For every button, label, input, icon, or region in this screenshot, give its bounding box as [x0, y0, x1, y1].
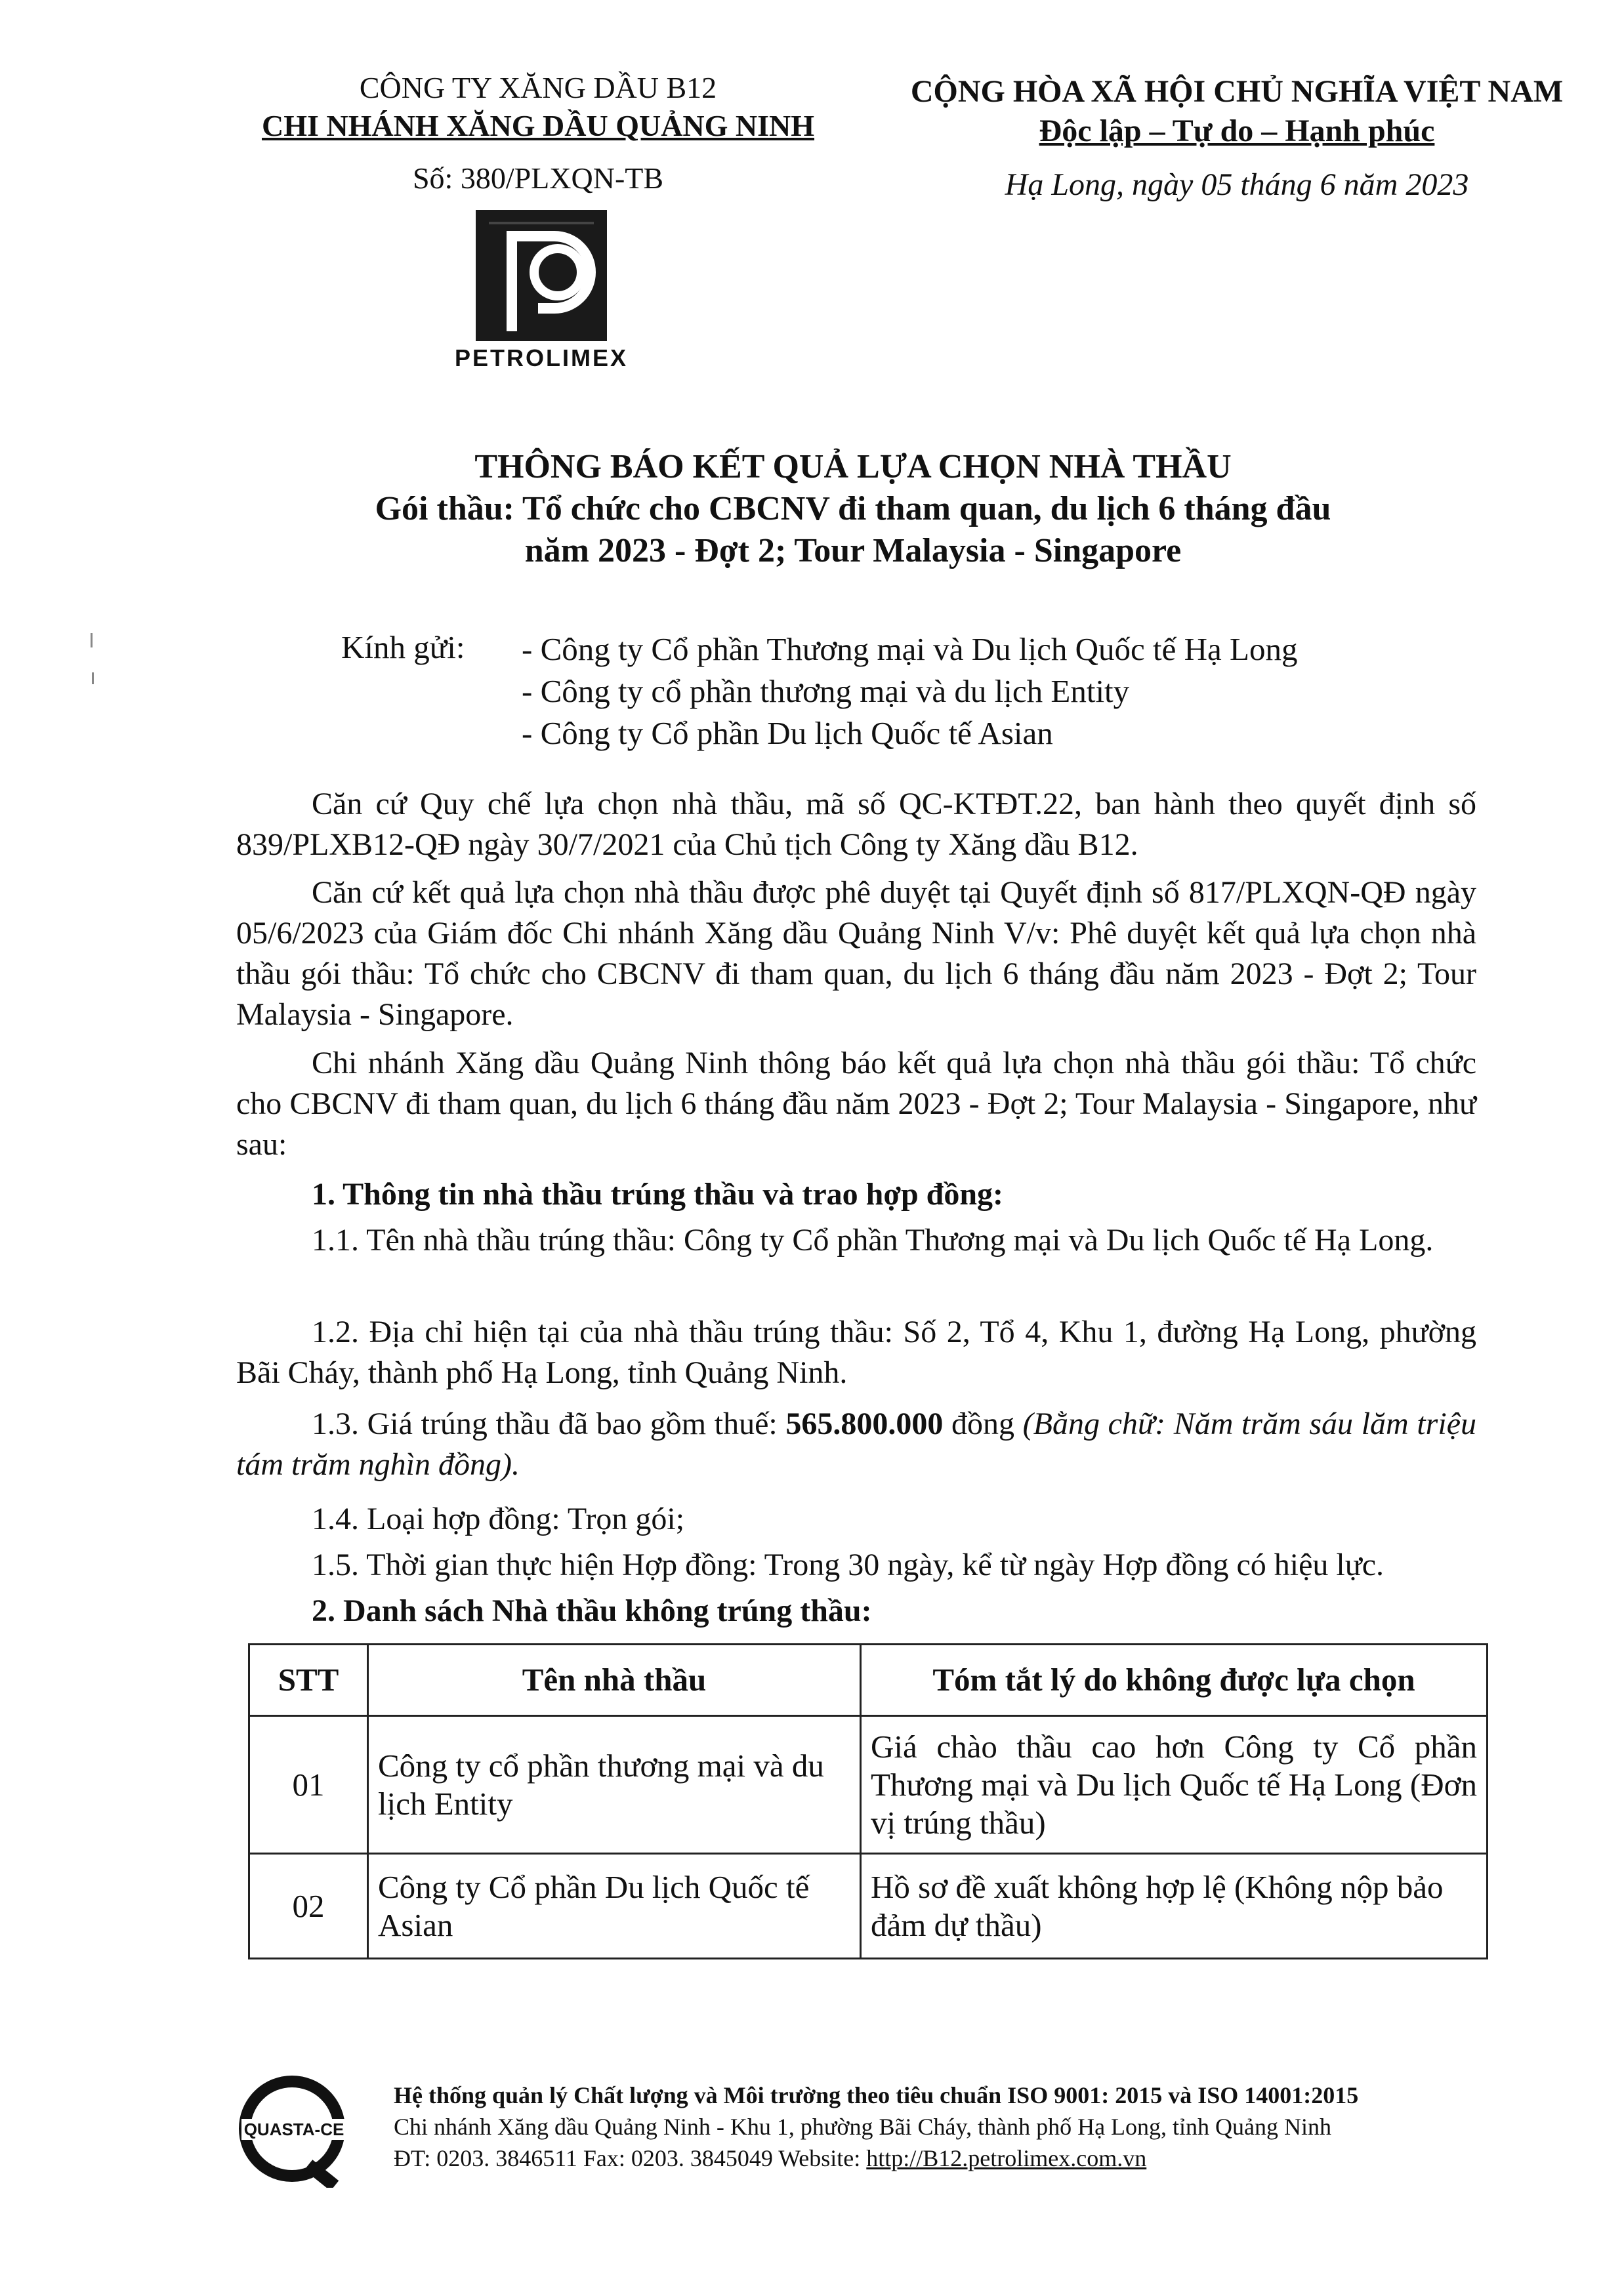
recipient-item: - Công ty Cổ phần Thương mại và Du lịch Quốc tế Hạ Long: [522, 631, 1298, 667]
scan-mark: [92, 672, 94, 684]
footer-address: Chi nhánh Xăng dầu Quảng Ninh - Khu 1, phường Bãi Cháy, thành phố Hạ Long, tỉnh Quảng Ninh: [394, 2114, 1332, 2140]
nation-name: CỘNG HÒA XÃ HỘI CHỦ NGHĨA VIỆT NAM: [910, 74, 1564, 109]
unsuccessful-bidders-table: [248, 1643, 1488, 1959]
price-in-words: (Bằng chữ: Năm trăm sáu lăm triệu tám trăm nghìn đồng).: [236, 1406, 1477, 1482]
title-line-2: Gói thầu: Tổ chức cho CBCNV đi tham quan, du lịch 6 tháng đầu: [375, 490, 1331, 527]
col-header-name: Tên nhà thầu: [368, 1645, 861, 1716]
col-header-reason: Tóm tắt lý do không được lựa chọn: [861, 1645, 1488, 1716]
recipient-item: - Công ty cổ phần thương mại và du lịch Entity: [522, 673, 1130, 709]
winning-price: 565.800.000: [785, 1406, 944, 1441]
item-1-3: 1.3. Giá trúng thầu đã bao gồm thuế: 565.800.000 đồng (Bằng chữ: Năm trăm sáu lăm triệu tám trăm nghìn đồng).: [236, 1406, 1477, 1482]
item-1-4: 1.4. Loại hợp đồng: Trọn gói;: [312, 1502, 685, 1536]
paragraph-announcement: Chi nhánh Xăng dầu Quảng Ninh thông báo kết quả lựa chọn nhà thầu gói thầu: Tổ chức cho CBCNV đi tham quan, du lịch 6 tháng đầu năm 2023 - Đợt 2; Tour Malaysia - Singapore, như sau:: [236, 1046, 1476, 1162]
national-motto: Độc lập – Tự do – Hạnh phúc: [1039, 113, 1435, 148]
recipients-list: [522, 628, 1297, 754]
title-line-1: THÔNG BÁO KẾT QUẢ LỰA CHỌN NHÀ THẦU: [474, 448, 1232, 485]
table-header-row: [249, 1645, 1488, 1716]
item-1-5: 1.5. Thời gian thực hiện Hợp đồng: Trong 30 ngày, kể từ ngày Hợp đồng có hiệu lực.: [312, 1548, 1385, 1582]
cell-stt: 02: [249, 1854, 368, 1959]
cell-name: Công ty Cổ phần Du lịch Quốc tế Asian: [368, 1854, 861, 1959]
footer: [394, 2080, 1575, 2174]
paragraph-basis-2: Căn cứ kết quả lựa chọn nhà thầu được phê duyệt tại Quyết định số 817/PLXQN-QĐ ngày 05/6/2023 của Giám đốc Chi nhánh Xăng dầu Quảng Ninh V/v: Phê duyệt kết quả lựa chọn nhà thầu gói thầu: Tổ chức cho CBCNV đi tham quan, du lịch 6 tháng đầu năm 2023 - Đợt 2; Tour Malaysia - Singapore.: [236, 875, 1476, 1032]
cell-reason: Hồ sơ đề xuất không hợp lệ (Không nộp bảo đảm dự thầu): [861, 1854, 1488, 1959]
national-header: [873, 72, 1601, 205]
recipients-label: Kính gửi:: [341, 629, 465, 665]
footer-iso-line: Hệ thống quản lý Chất lượng và Môi trường theo tiêu chuẩn ISO 9001: 2015 và ISO 14001:2015: [394, 2082, 1359, 2108]
document-title: [262, 446, 1444, 572]
branch-name: CHI NHÁNH XĂNG DẦU QUẢNG NINH: [261, 109, 815, 142]
table-row: [249, 1854, 1488, 1959]
title-line-3: năm 2023 - Đợt 2; Tour Malaysia - Singapore: [524, 532, 1182, 569]
quasta-ce-logo-icon: [236, 2073, 351, 2188]
cell-reason: Giá chào thầu cao hơn Công ty Cổ phần Thương mại và Du lịch Quốc tế Hạ Long (Đơn vị trúng thầu): [861, 1716, 1488, 1854]
cell-stt: 01: [249, 1716, 368, 1854]
scan-mark: [91, 633, 93, 647]
item-1-2: 1.2. Địa chỉ hiện tại của nhà thầu trúng thầu: Số 2, Tổ 4, Khu 1, đường Hạ Long, phường Bãi Cháy, thành phố Hạ Long, tỉnh Quảng Ninh.: [236, 1315, 1476, 1390]
website-link[interactable]: http://B12.petrolimex.com.vn: [866, 2145, 1147, 2171]
section-2-heading: 2. Danh sách Nhà thầu không trúng thầu:: [312, 1593, 872, 1628]
document-number: Số: 380/PLXQN-TB: [412, 161, 664, 195]
section-1-heading: 1. Thông tin nhà thầu trúng thầu và trao hợp đồng:: [312, 1177, 1004, 1212]
item-1-1: 1.1. Tên nhà thầu trúng thầu: Công ty Cổ phần Thương mại và Du lịch Quốc tế Hạ Long.: [312, 1223, 1434, 1258]
issuer-block: [217, 69, 860, 197]
petrolimex-logo-icon: [476, 210, 607, 341]
footer-contacts: ĐT: 0203. 3846511 Fax: 0203. 3845049 Website: http://B12.petrolimex.com.vn: [394, 2145, 1147, 2171]
company-name: CÔNG TY XĂNG DẦU B12: [359, 71, 717, 104]
col-header-stt: STT: [249, 1645, 368, 1716]
logo-text: PETROLIMEX: [454, 344, 629, 371]
table-row: [249, 1716, 1488, 1854]
paragraph-basis-1: Căn cứ Quy chế lựa chọn nhà thầu, mã số QC-KTĐT.22, ban hành theo quyết định số 839/PLXB12-QĐ ngày 30/7/2021 của Chủ tịch Công ty Xăng dầu B12.: [236, 787, 1476, 862]
quasta-logo-text: QUASTA-CE: [243, 2120, 344, 2139]
place-date: Hạ Long, ngày 05 tháng 6 năm 2023: [1005, 167, 1469, 202]
cell-name: Công ty cổ phần thương mại và du lịch Entity: [368, 1716, 861, 1854]
recipient-item: - Công ty Cổ phần Du lịch Quốc tế Asian: [522, 715, 1053, 751]
